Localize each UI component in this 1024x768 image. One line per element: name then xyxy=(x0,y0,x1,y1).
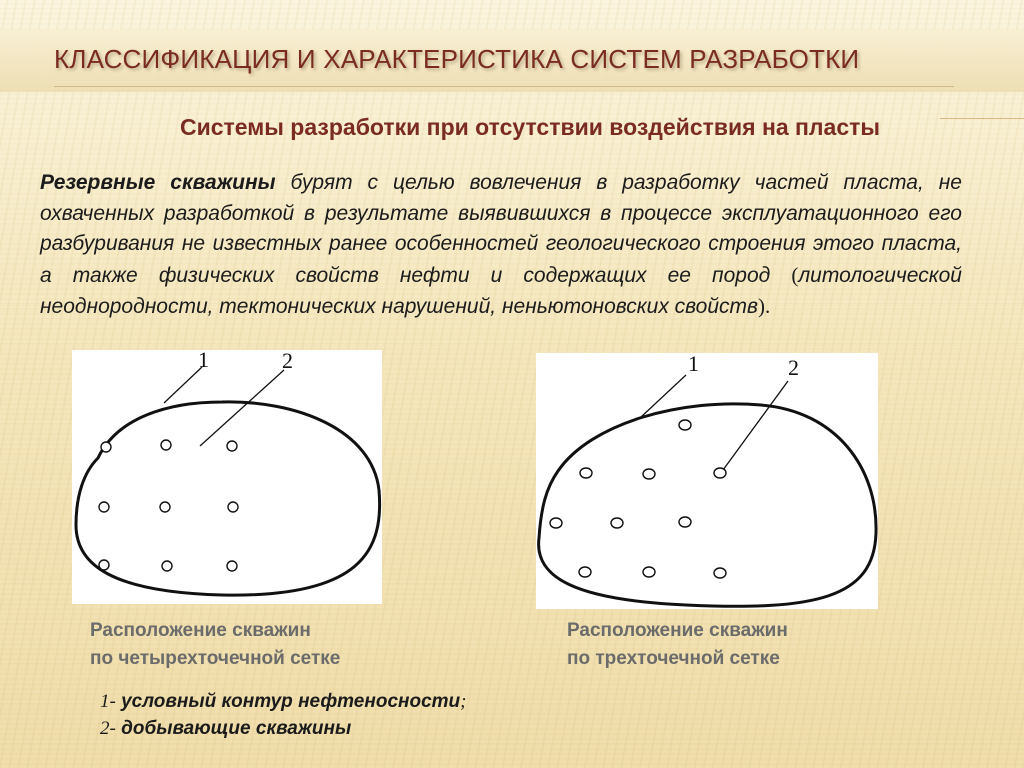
well-marker xyxy=(99,560,109,570)
legend-item-2 xyxy=(100,715,467,742)
leader-line-2 xyxy=(723,381,788,470)
caption-three-point-line1: Расположение скважин xyxy=(567,620,788,641)
well-marker xyxy=(611,518,623,528)
body-paragraph xyxy=(40,168,962,323)
well-marker xyxy=(580,468,592,478)
caption-three-point xyxy=(567,617,788,673)
leader-line-1 xyxy=(164,367,202,403)
caption-four-point-line2: по четырехточечной сетке xyxy=(90,648,341,669)
four-point-grid-diagram xyxy=(72,350,382,604)
paragraph-lead: Резервные скважины xyxy=(40,171,276,194)
figure-legend xyxy=(100,688,467,742)
paragraph-text: бурят с целью вовлечения в разработку частей пласта, не охваченных разработкой в результате выявившихся в процессе эксплуатационного его разбуривания не известных ранее особенностей геологического строения этого пласта, а также физических свойств нефти и содержащих ее пород xyxy=(40,171,962,287)
leader-line-2 xyxy=(200,370,284,446)
legend-item-1-num: 1- xyxy=(100,691,116,712)
figure-three-point-grid xyxy=(536,353,878,609)
well-marker xyxy=(643,469,655,479)
label-1: 1 xyxy=(688,353,699,376)
well-marker xyxy=(679,517,691,527)
well-marker xyxy=(550,518,562,528)
well-marker xyxy=(99,502,109,512)
well-marker xyxy=(228,502,238,512)
subtitle-accent-rule xyxy=(940,118,1024,119)
legend-item-2-num: 2- xyxy=(100,718,116,739)
caption-four-point xyxy=(90,617,340,673)
caption-four-point-line1: Расположение скважин xyxy=(90,620,311,641)
well-marker xyxy=(227,441,237,451)
label-1: 1 xyxy=(198,350,209,372)
caption-three-point-line2: по трехточечной сетке xyxy=(567,648,780,669)
well-marker xyxy=(679,420,691,430)
well-marker xyxy=(227,561,237,571)
well-marker xyxy=(579,567,591,577)
well-marker xyxy=(160,502,170,512)
slide-title: КЛАССИФИКАЦИЯ И ХАРАКТЕРИСТИКА СИСТЕМ РАЗРАБОТКИ xyxy=(54,44,860,74)
legend-item-1-text: условный контур нефтеносности xyxy=(115,691,461,712)
label-2: 2 xyxy=(282,350,293,373)
well-marker xyxy=(643,567,655,577)
legend-item-2-text: добывающие скважины xyxy=(115,718,352,739)
paren-open: ( xyxy=(791,262,799,287)
label-2: 2 xyxy=(788,355,799,380)
legend-item-1-tail: ; xyxy=(460,691,467,712)
well-marker xyxy=(714,568,726,578)
well-marker xyxy=(162,561,172,571)
figure-four-point-grid xyxy=(72,350,382,604)
slide-subtitle: Системы разработки при отсутствии воздействия на пласты xyxy=(179,114,881,140)
paren-close: ). xyxy=(758,294,771,318)
well-marker xyxy=(101,442,111,452)
legend-item-1 xyxy=(100,688,467,715)
well-marker xyxy=(714,468,726,478)
title-divider xyxy=(54,86,954,87)
paragraph-paren-text: литологической неоднородности, тектонических нарушений, неньютоновских свойств xyxy=(40,263,962,318)
well-marker xyxy=(161,440,171,450)
three-point-grid-diagram xyxy=(536,353,878,609)
